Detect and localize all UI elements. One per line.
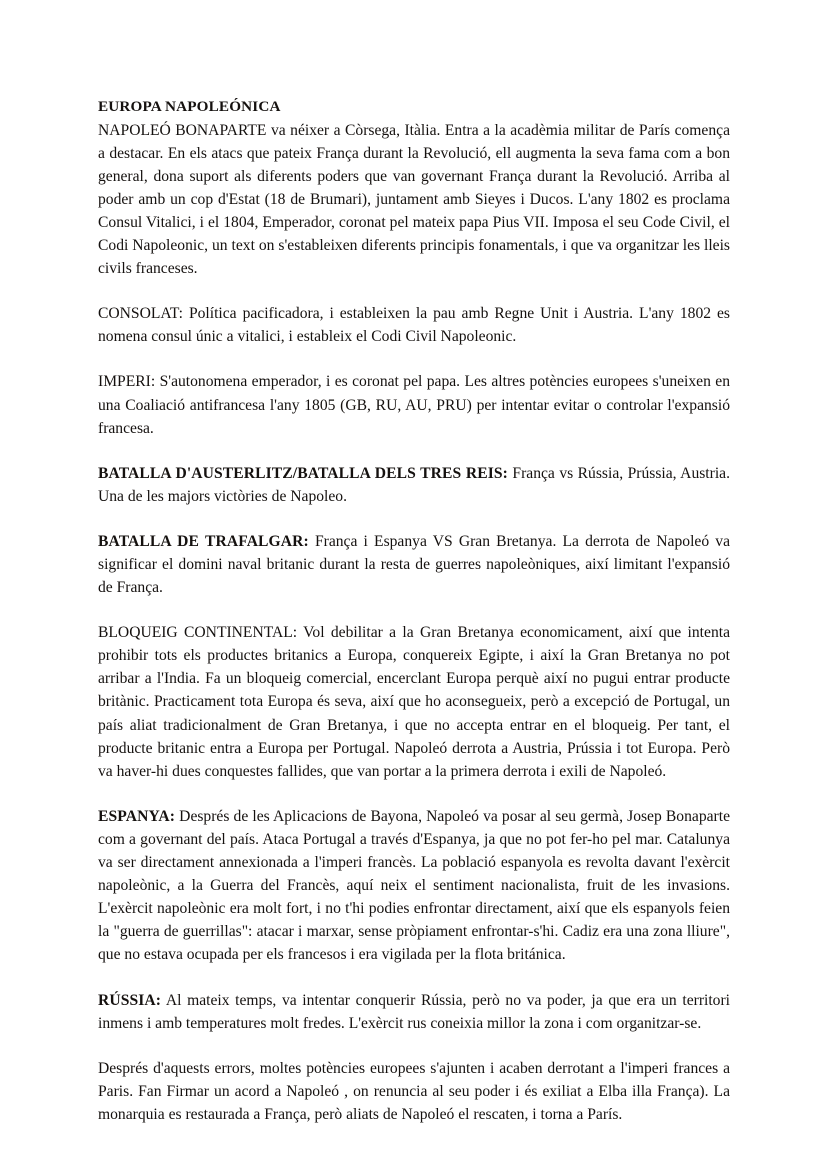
section-label-espanya: ESPANYA: [98,807,176,825]
section-list [98,119,730,1126]
section-text-russia: Al mateix temps, va intentar conquerir Rússia, però no va poder, ja que era un territori inmens i amb temperatures molt fredes. L'exèrcit rus coneixia millor la zona i com organitzar-se. [98,991,730,1032]
paragraph-trafalgar [98,530,730,599]
section-text-bloqueig: Vol debilitar a la Gran Bretanya economicament, així que intenta prohibir tots els productes britanics a Europa, conquereix Egipte, i així la Gran Bretanya no pot arribar a l'India. Fa un bloqueig comercial, encerclant Europa perquè així no pugui entrar producte britànic. Practicament tota Europa és seva, així que ho aconsegueix, però a excepció de Portugal, un país aliat tradicionalment de Gran Bretanya, i que no accepta entrar en el bloqueig. Per tant, el producte britanic entra a Europa per Portugal. Napoleó derrota a Austria, Prússia i tot Europa. Però va haver-hi dues conquestes fallides, que van portar a la primera derrota i exili de Napoleó. [98,624,730,780]
section-label-consolat: CONSOLAT: [98,305,183,323]
page-title: EUROPA NAPOLEÓNICA [98,98,281,115]
paragraph-conclusio [98,1057,730,1126]
document-body [98,96,730,1126]
section-label-imperi: IMPERI: [98,373,156,391]
paragraph-espanya [98,805,730,967]
paragraph-bloqueig [98,621,730,783]
section-text-consolat: Política pacificadora, i estableixen la pau amb Regne Unit i Austria. L'any 1802 es nomena consul únic a vitalici, i estableix el Codi Civil Napoleonic. [98,305,730,346]
section-text-trafalgar: França i Espanya VS Gran Bretanya. La derrota de Napoleó va significar el domini naval britanic durant la resta de guerres napoleòniques, així limitant l'expansió de França. [98,532,730,597]
section-text-espanya: Després de les Aplicacions de Bayona, Napoleó va posar al seu germà, Josep Bonaparte com a governant del país. Ataca Portugal a través d'Espanya, ja que no pot fer-ho pel mar. Catalunya va ser directament annexionada a l'imperi francès. La població espanyola es revolta davant l'exèrcit napoleònic, a la Guerra del Francès, aquí neix el sentiment nacionalista, fruit de les invasions. L'exèrcit napoleònic era molt fort, i no t'hi podies enfrontar directament, així que els espanyols feien la "guerra de guerrillas": atacar i marxar, sense pròpiament enfrontar-s'hi. Cadiz era una zona lliure", que no estava ocupada per els francesos i era vigilada per la flota británica. [98,807,730,964]
paragraph-imperi [98,370,730,439]
section-label-russia: RÚSSIA: [98,991,162,1009]
section-text-austerlitz: França vs Rússia, Prússia, Austria. Una de les majors victòries de Napoleo. [98,464,730,505]
section-text-conclusio: Després d'aquests errors, moltes potències europees s'ajunten i acaben derrotant a l'imperi frances a Paris. Fan Firmar un acord a Napoleó , on renuncia al seu poder i és exiliat a Elba illa França). La monarquia es restaurada a França, però aliats de Napoleó el rescaten, i torna a París. [98,1059,730,1123]
paragraph-austerlitz [98,462,730,508]
section-text-imperi: S'autonomena emperador, i es coronat pel papa. Les altres potències europees s'uneixen en una Coaliació antifrancesa l'any 1805 (GB, RU, AU, PRU) per intentar evitar o controlar l'expansió francesa. [98,373,730,437]
section-label-trafalgar: BATALLA DE TRAFALGAR: [98,532,309,550]
paragraph-consolat [98,302,730,348]
paragraph-russia [98,989,730,1035]
paragraph-intro [98,119,730,281]
section-label-austerlitz: BATALLA D'AUSTERLITZ/BATALLA DELS TRES REIS: [98,464,508,482]
section-label-bloqueig: BLOQUEIG CONTINENTAL: [98,624,298,642]
section-text-intro: NAPOLEÓ BONAPARTE va néixer a Còrsega, Itàlia. Entra a la acadèmia militar de París comença a destacar. En els atacs que pateix França durant la Revolució, ell augmenta la seva fama com a bon general, dona suport als diferents poders que van governant França durant la Revolució. Arriba al poder amb un cop d'Estat (18 de Brumari), juntament amb Sieyes i Ducos. L'any 1802 es proclama Consul Vitalici, i el 1804, Emperador, coronat pel mateix papa Pius VII. Imposa el seu Code Civil, el Codi Napoleonic, un text on s'estableixen diferents principis fonamentals, i que va organitzar les lleis civils franceses. [98,121,730,278]
